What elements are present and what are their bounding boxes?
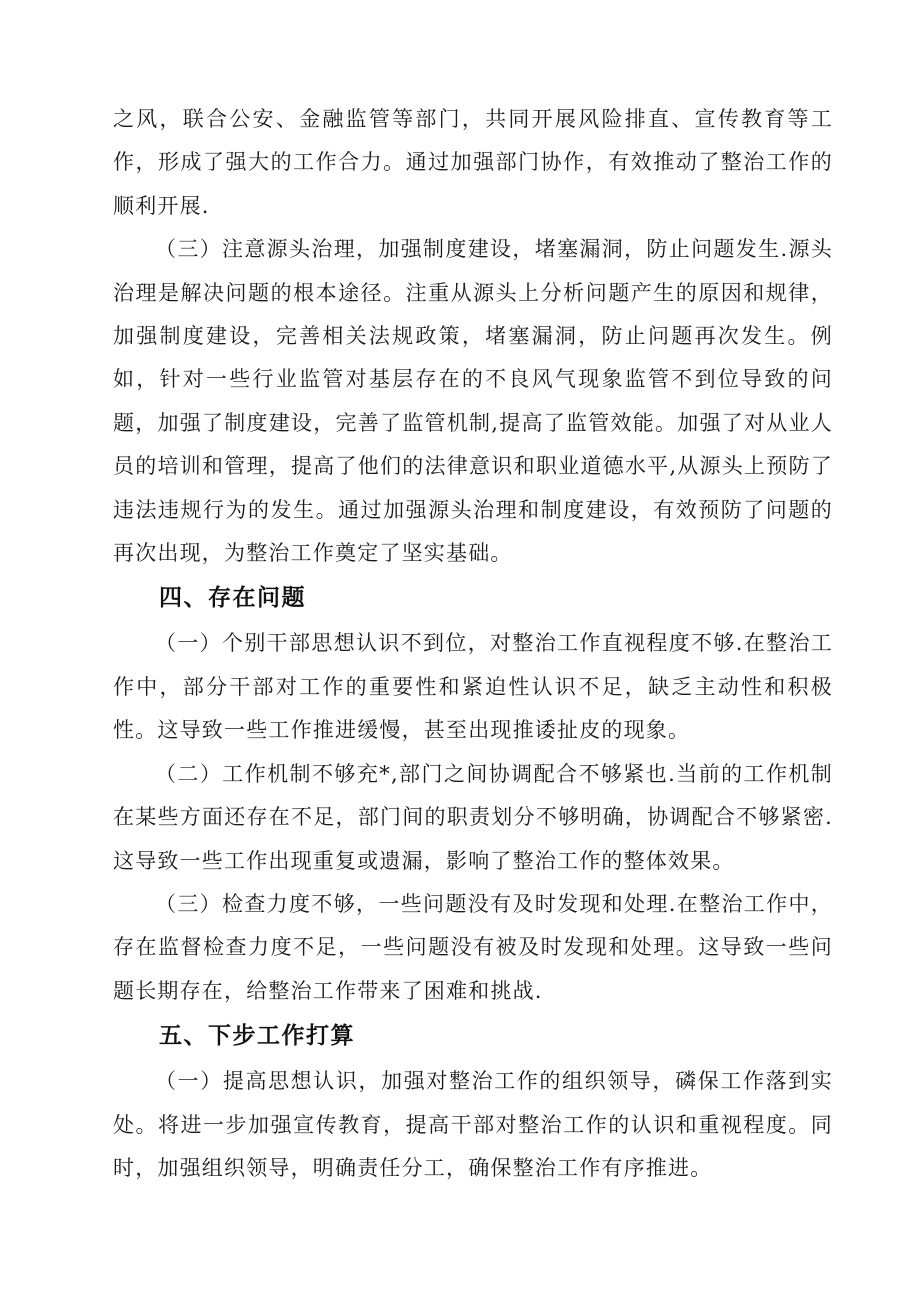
section-heading-problems: 四、存在问题: [159, 585, 306, 612]
section-heading-next-steps: 五、下步工作打算: [159, 1023, 355, 1050]
paragraph-continued: 之风，联合公安、金融监管等部门，共同开展风险排直、宣传教育等工作，形成了强大的工作合力。通过加强部门协作，有效推动了整治工作的顺利开展.: [113, 107, 833, 218]
paragraph-problem-3: （三）检查力度不够，一些问题没有及时发现和处理.在整治工作中，存在监督检查力度不足，一些问题没有被及时发现和处理。这导致一些问题长期存在，给整治工作带来了困难和挑战.: [113, 891, 833, 1003]
paragraph-problem-2: （二）工作机制不够充*,部门之间协调配合不够紧也.当前的工作机制在某些方面还存在不足，部门间的职责划分不够明确，协调配合不够紧密.这导致一些工作出现重复或遗漏，影响了整治工作的整体效果。: [113, 761, 833, 873]
paragraph-next-step-1: （一）提高思想认识，加强对整治工作的组织领导，磷保工作落到实处。将进一步加强宣传教育，提高干部对整治工作的认识和重视程度。同时，加强组织领导，明确责任分工，确保整治工作有序推进。: [113, 1069, 833, 1180]
paragraph-problem-1: （一）个别干部思想认识不到位，对整治工作直视程度不够.在整治工作中，部分干部对工作的重要性和紧迫性认识不足，缺乏主动性和积极性。这导致一些工作推进缓慢，甚至出现推诿扯皮的现象。: [113, 631, 833, 743]
document-body: [113, 98, 833, 1190]
paragraph-source-governance: （三）注意源头治理，加强制度建设，堵塞漏洞，防止问题发生.源头治理是解决问题的根本途径。注重从源头上分析问题产生的原因和规律，加强制度建设，完善相关法规政策，堵塞漏洞，防止问题再次发生。例如，针对一些行业监管对基层存在的不良风气现象监管不到位导致的问题，加强了制度建设，完善了监管机制,提高了监管效能。加强了对从业人员的培训和管理，提高了他们的法律意识和职业道德水平,从源头上预防了违法违规行为的发生。通过加强源头治理和制度建设，有效预防了问题的再次出现，为整治工作奠定了坚实基础。: [113, 237, 833, 566]
